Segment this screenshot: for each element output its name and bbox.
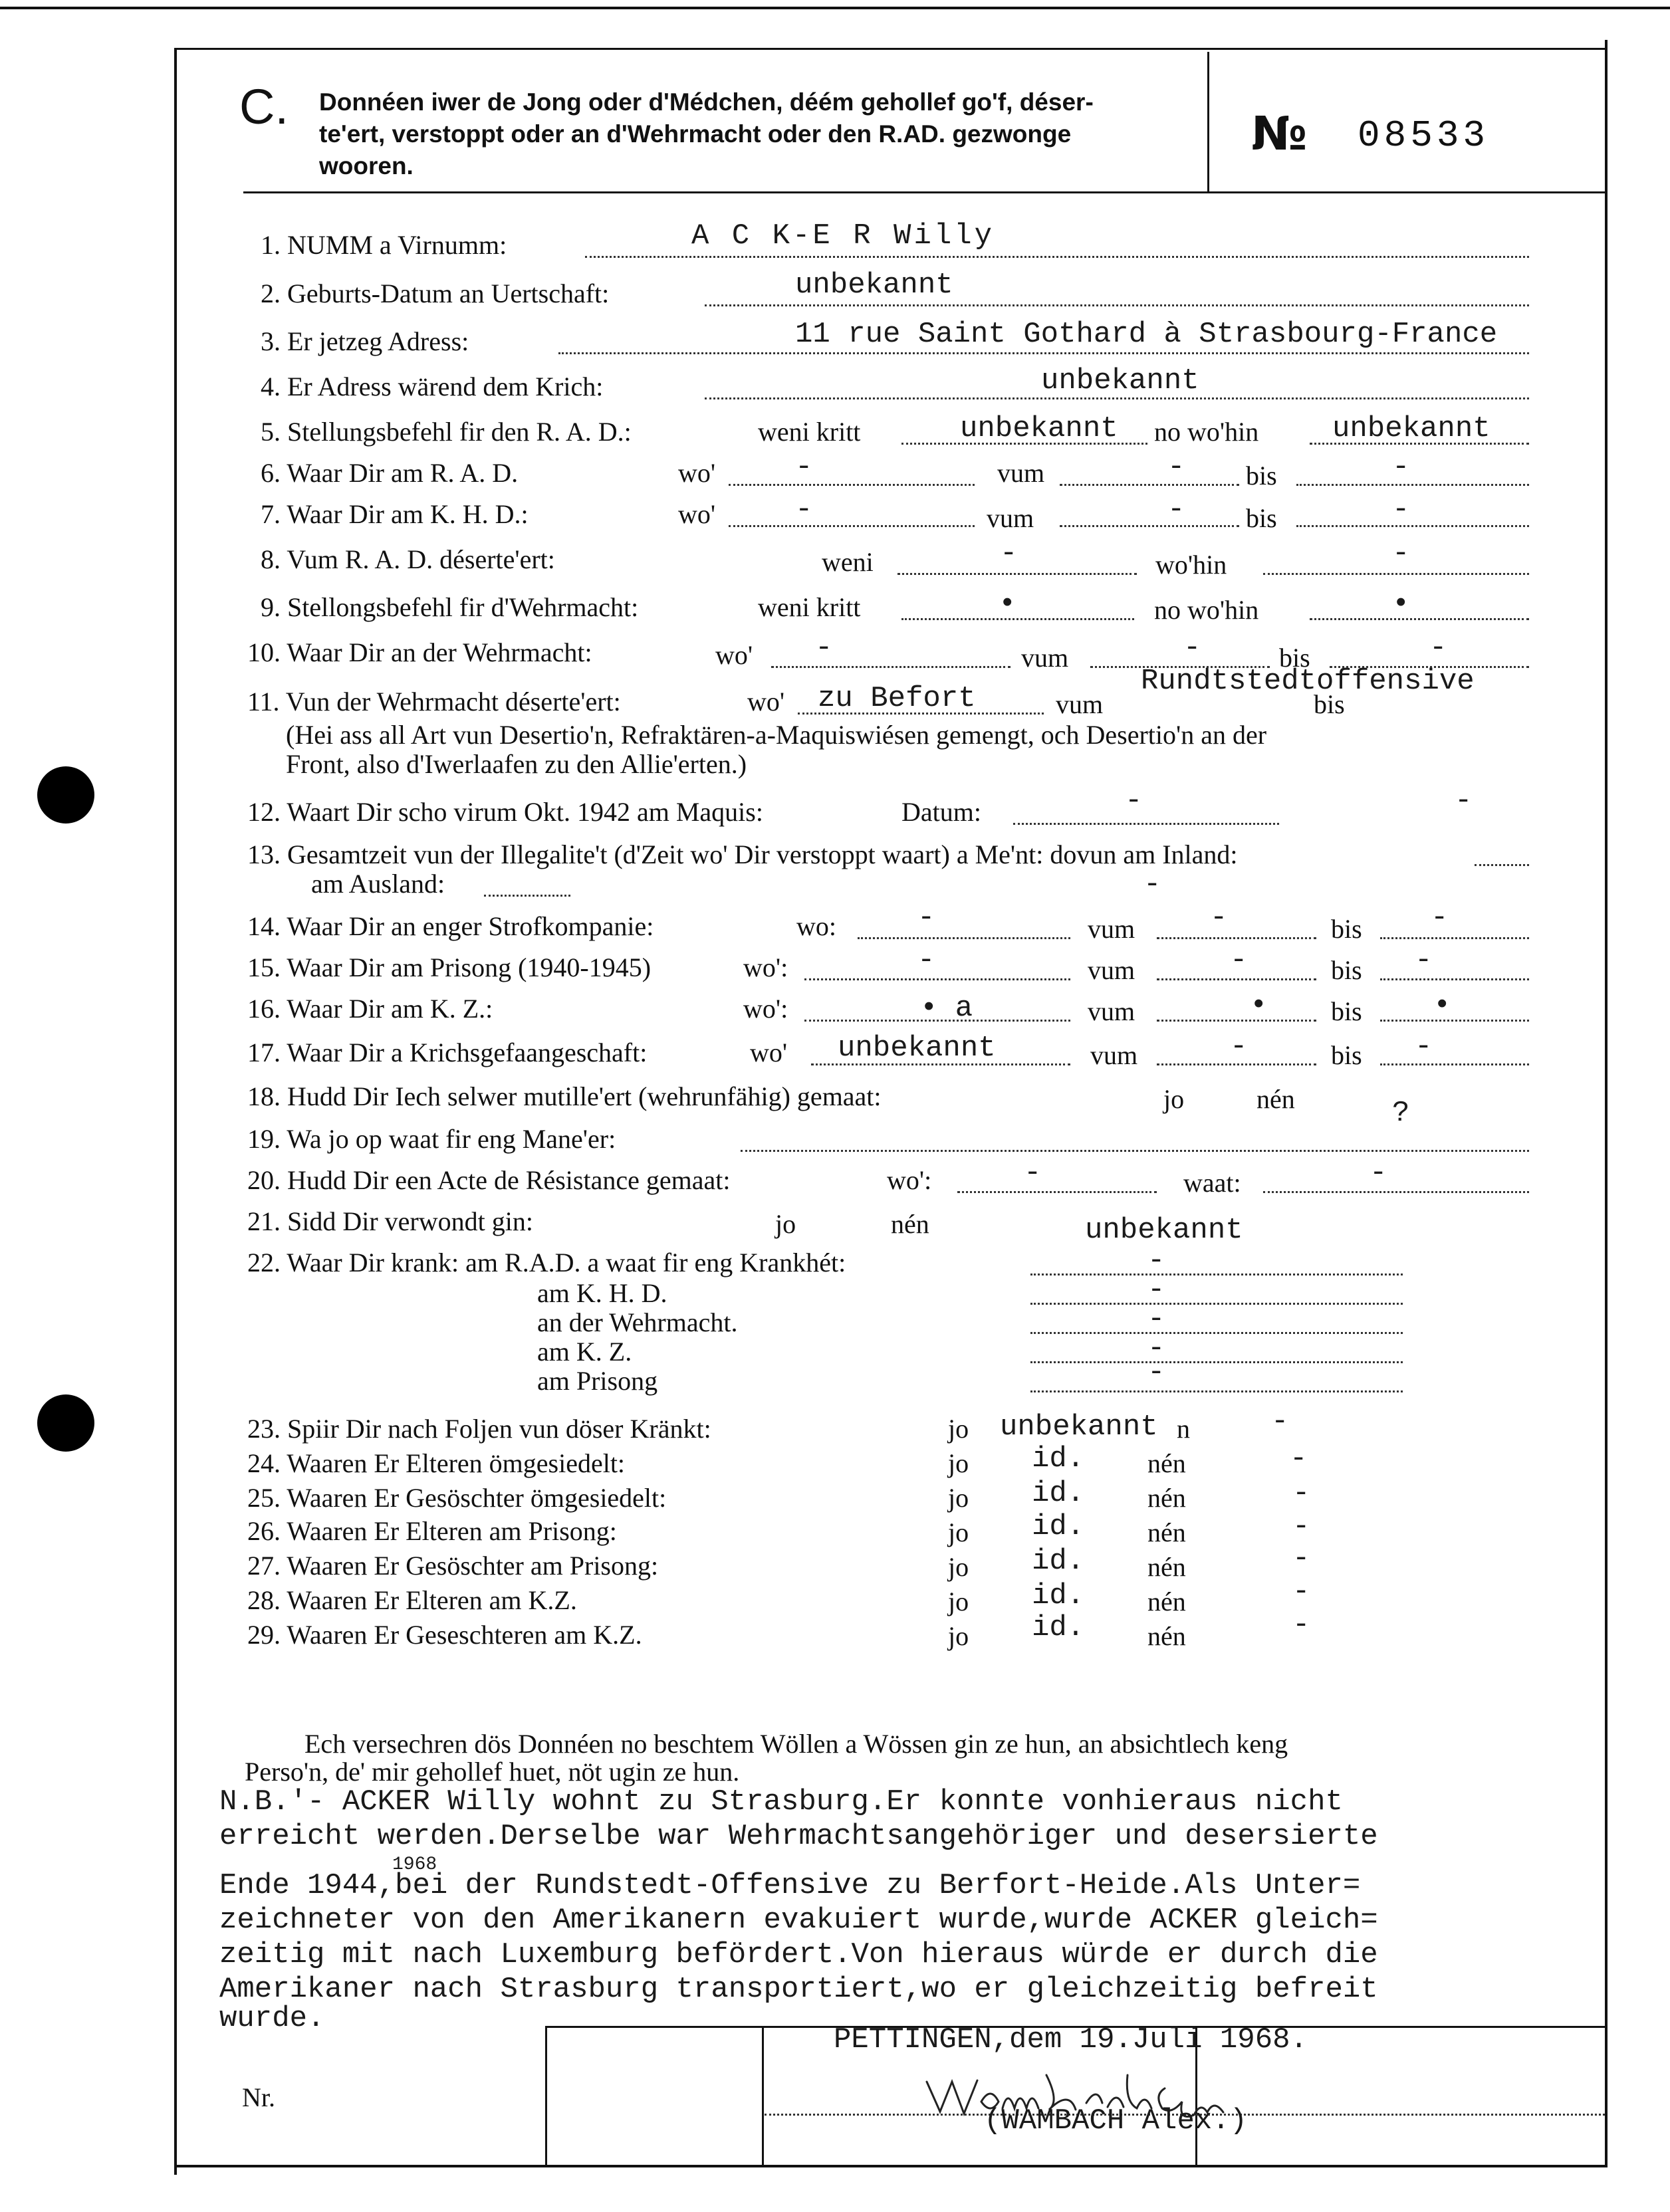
row-7-fill-1 xyxy=(729,525,975,527)
row-13-fill-ausland xyxy=(484,895,570,897)
row-5-label: 5. Stellungsbefehl fir den R. A. D.: xyxy=(261,417,632,447)
row-14-fill-2 xyxy=(1157,937,1316,939)
row-17-fill-3 xyxy=(1380,1063,1529,1065)
footer-divider-1 xyxy=(545,2026,547,2165)
row-11-q2: vum xyxy=(1056,689,1104,719)
row-10-v3: - xyxy=(1429,631,1447,665)
row-16-fill-3 xyxy=(1380,1020,1529,1022)
row-22-sub-4: am Prisong xyxy=(537,1366,658,1396)
row-2-value: unbekannt xyxy=(795,269,953,302)
row-16-v3: • xyxy=(1433,989,1451,1022)
row-27-q1: jo xyxy=(948,1552,969,1582)
row-18-q1: jo xyxy=(1163,1084,1185,1114)
row-3-label: 3. Er jetzeg Adress: xyxy=(261,326,469,356)
row-17-label: 17. Waar Dir a Krichsgefaangeschaft: xyxy=(247,1038,648,1067)
row-11-v1: zu Befort xyxy=(818,682,976,715)
row-19-label: 19. Wa jo op waat fir eng Mane'er: xyxy=(247,1124,616,1154)
header-number-divider xyxy=(1207,52,1209,191)
row-10-fill-1 xyxy=(771,666,1011,668)
row-18-v1: ? xyxy=(1392,1097,1410,1130)
row-26-q2: nén xyxy=(1147,1517,1186,1547)
row-13-v1: - xyxy=(1143,868,1161,901)
row-23-v1: unbekannt xyxy=(1000,1410,1158,1444)
row-17-fill-2 xyxy=(1157,1063,1316,1065)
row-16-label: 16. Waar Dir am K. Z.: xyxy=(247,994,493,1024)
row-9-q1: weni kritt xyxy=(758,592,861,622)
row-29-q2: nén xyxy=(1147,1621,1186,1651)
row-21-q1: jo xyxy=(775,1209,796,1239)
row-11-q1: wo' xyxy=(747,687,785,717)
row-4-value: unbekannt xyxy=(1041,364,1199,397)
row-25-q2: nén xyxy=(1147,1483,1186,1513)
row-29-label: 29. Waaren Er Geseschteren am K.Z. xyxy=(247,1620,642,1650)
row-21-v1: unbekannt xyxy=(1085,1214,1243,1247)
row-25-label: 25. Waaren Er Gesöschter ömgesiedelt: xyxy=(247,1483,667,1513)
row-23-label: 23. Spiir Dir nach Foljen vun döser Kränkt: xyxy=(247,1414,711,1444)
row-7-q3: bis xyxy=(1246,503,1277,533)
row-10-label: 10. Waar Dir an der Wehrmacht: xyxy=(247,637,592,667)
note-line-6: Amerikaner nach Strasburg transportiert,wo er gleichzeitig befreit xyxy=(219,1973,1378,2006)
note-line-1: N.B.'- ACKER Willy wohnt zu Strasburg.Er konnte vonhieraus nicht xyxy=(219,1785,1343,1819)
row-12-label: 12. Waart Dir scho virum Okt. 1942 am Maquis: xyxy=(247,797,763,827)
section-letter: C. xyxy=(239,79,289,134)
row-17-q3: bis xyxy=(1331,1040,1362,1070)
row-7-label: 7. Waar Dir am K. H. D.: xyxy=(261,499,529,529)
row-6-q2: vum xyxy=(997,458,1045,488)
row-24-q1: jo xyxy=(948,1448,969,1478)
form-border-right xyxy=(1605,40,1608,2167)
row-7-q2: vum xyxy=(987,503,1034,533)
row-16-q2: vum xyxy=(1088,996,1135,1026)
row-17-q1: wo' xyxy=(750,1038,788,1067)
row-16-q3: bis xyxy=(1331,996,1362,1026)
row-1-label: 1. NUMM a Virnumm: xyxy=(261,230,507,260)
row-26-v2: - xyxy=(1292,1510,1310,1543)
row-8-v1: - xyxy=(1000,537,1018,570)
declaration-line-1: Ech versechren dös Donnéen no beschtem Wöllen a Wössen gin ze hun, an absichtlech keng xyxy=(304,1729,1288,1759)
row-17-v1: unbekannt xyxy=(838,1032,996,1065)
row-15-fill-3 xyxy=(1380,978,1529,980)
row-29-v1: id. xyxy=(1032,1611,1085,1644)
row-28-label: 28. Waaren Er Elteren am K.Z. xyxy=(247,1585,577,1615)
row-15-fill-1 xyxy=(804,978,1070,980)
row-15-q3: bis xyxy=(1331,955,1362,985)
row-15-q1: wo': xyxy=(743,952,788,982)
note-line-5: zeitig mit nach Luxemburg befördert.Von hieraus würde er durch die xyxy=(219,1938,1378,1971)
row-10-q3: bis xyxy=(1279,643,1310,673)
row-14-fill-3 xyxy=(1380,937,1529,939)
form-title xyxy=(319,86,1094,182)
row-22-v2: - xyxy=(1147,1273,1165,1307)
row-21-label: 21. Sidd Dir verwondt gin: xyxy=(247,1206,533,1236)
row-20-fill-2 xyxy=(1263,1191,1529,1193)
row-10-q1: wo' xyxy=(715,640,753,670)
row-21-q2: nén xyxy=(891,1209,929,1239)
row-20-v2: - xyxy=(1370,1157,1387,1190)
row-12-v2: - xyxy=(1455,784,1473,818)
form-border-top xyxy=(0,7,1670,9)
row-14-q2: vum xyxy=(1088,914,1135,944)
form-title-line-2: te'ert, verstoppt oder an d'Wehrmacht oder den R.AD. gezwonge xyxy=(319,120,1072,148)
row-6-q1: wo' xyxy=(678,458,716,488)
row-7-v1: - xyxy=(795,493,813,526)
row-9-v1: • xyxy=(999,588,1016,621)
row-23-q2: n xyxy=(1177,1414,1190,1444)
row-15-label: 15. Waar Dir am Prisong (1940-1945) xyxy=(247,952,652,982)
row-14-v3: - xyxy=(1431,901,1449,935)
row-14-fill-1 xyxy=(858,937,1070,939)
note-line-7: wurde. xyxy=(219,2002,325,2035)
row-20-v1: - xyxy=(1024,1157,1042,1190)
row-7-v2: - xyxy=(1167,493,1185,526)
punch-hole-top xyxy=(37,766,94,824)
row-25-v1: id. xyxy=(1032,1477,1085,1510)
row-4-label: 4. Er Adress wärend dem Krich: xyxy=(261,372,604,401)
row-27-v2: - xyxy=(1292,1542,1310,1575)
row-6-fill-1 xyxy=(729,484,975,486)
row-24-v2: - xyxy=(1290,1442,1308,1476)
row-8-q1: weni xyxy=(822,547,874,577)
form-number: 08533 xyxy=(1358,114,1490,157)
row-9-q2: no wo'hin xyxy=(1154,595,1259,625)
row-22-sub-3: am K. Z. xyxy=(537,1337,632,1367)
row-22-fill-3 xyxy=(1030,1332,1403,1334)
row-14-q3: bis xyxy=(1331,914,1362,944)
punch-hole-bottom xyxy=(37,1394,94,1452)
row-17-v3: - xyxy=(1415,1030,1433,1063)
row-5-q2: no wo'hin xyxy=(1154,417,1259,447)
row-2-fill-line xyxy=(705,304,1529,306)
row-9-label: 9. Stellongsbefehl fir d'Wehrmacht: xyxy=(261,592,639,622)
row-22-v1: - xyxy=(1147,1244,1165,1277)
form-border-header xyxy=(174,48,1608,50)
row-11-q3: bis xyxy=(1314,689,1345,719)
row-28-v2: - xyxy=(1292,1575,1310,1608)
row-7-fill-2 xyxy=(1060,525,1239,527)
number-sign: № xyxy=(1251,106,1308,161)
row-11-note-1: (Hei ass all Art vun Desertio'n, Refraktären-a-Maquiswiésen gemengt, och Desertio'n an der xyxy=(286,720,1267,750)
row-4-fill-line xyxy=(705,397,1529,399)
row-22-fill-2 xyxy=(1030,1303,1403,1305)
row-22-fill-4 xyxy=(1030,1361,1403,1363)
row-6-fill-2 xyxy=(1060,484,1239,486)
row-26-label: 26. Waaren Er Elteren am Prisong: xyxy=(247,1516,617,1546)
row-9-v2: • xyxy=(1392,588,1410,621)
row-28-q1: jo xyxy=(948,1587,969,1616)
row-6-fill-3 xyxy=(1296,484,1529,486)
row-22-v4: - xyxy=(1147,1332,1165,1365)
row-13-fill-inland xyxy=(1475,864,1529,866)
row-12-fill-1 xyxy=(1013,823,1279,825)
row-15-q2: vum xyxy=(1088,955,1135,985)
row-27-q2: nén xyxy=(1147,1552,1186,1582)
row-14-label: 14. Waar Dir an enger Strofkompanie: xyxy=(247,911,654,941)
form-border-left xyxy=(174,48,177,2175)
row-29-v2: - xyxy=(1292,1608,1310,1642)
row-15-v2: - xyxy=(1230,944,1248,977)
form-title-line-3: wooren. xyxy=(319,152,414,179)
row-24-label: 24. Waaren Er Elteren ömgesiedelt: xyxy=(247,1448,626,1478)
row-10-q2: vum xyxy=(1021,643,1069,673)
row-24-v1: id. xyxy=(1032,1442,1085,1476)
form-title-line-1: Donnéen iwer de Jong oder d'Médchen, déém gehollef go'f, déser- xyxy=(319,88,1094,116)
row-5-v2: unbekannt xyxy=(1332,412,1491,445)
footer-divider-2 xyxy=(762,2026,764,2165)
row-20-fill-1 xyxy=(957,1191,1157,1193)
row-25-q1: jo xyxy=(948,1483,969,1513)
row-5-v1: unbekannt xyxy=(960,412,1118,445)
row-17-v2: - xyxy=(1230,1030,1248,1063)
row-20-q1: wo': xyxy=(887,1165,932,1195)
footer-place-date: PETTINGEN,dem 19.Juli 1968. xyxy=(834,2023,1308,2056)
row-19-fill-line xyxy=(741,1150,1529,1152)
row-11-v2: Rundtstedtoffensive xyxy=(1141,665,1475,698)
row-23-v2: - xyxy=(1271,1405,1289,1438)
row-23-q1: jo xyxy=(948,1414,969,1444)
row-26-q1: jo xyxy=(948,1517,969,1547)
row-8-fill-2 xyxy=(1263,573,1529,575)
note-line-4: zeichneter von den Amerikanern evakuiert wurde,wurde ACKER gleich= xyxy=(219,1904,1378,1937)
row-1-fill-line xyxy=(585,256,1529,258)
row-6-v3: - xyxy=(1392,451,1410,484)
row-12-v1: - xyxy=(1125,784,1143,818)
row-6-q3: bis xyxy=(1246,461,1277,491)
row-13-label-2: am Ausland: xyxy=(311,869,445,899)
note-year-insert: 1968 xyxy=(392,1854,437,1875)
header-divider xyxy=(243,191,1605,193)
row-28-q2: nén xyxy=(1147,1587,1186,1616)
row-29-q1: jo xyxy=(948,1621,969,1651)
row-22-fill-5 xyxy=(1030,1390,1403,1392)
row-15-v1: - xyxy=(917,944,935,977)
declaration-line-2: Perso'n, de' mir gehollef huet, nöt ugin ze hun. xyxy=(245,1757,740,1787)
row-11-label: 11. Vun der Wehrmacht déserte'ert: xyxy=(247,687,621,717)
row-22-v3: - xyxy=(1147,1303,1165,1336)
row-13-label: 13. Gesamtzeit vun der Illegalite't (d'Zeit wo' Dir verstoppt waart) a Me'nt: dovun am Inland: xyxy=(247,839,1238,869)
row-22-label: 22. Waar Dir krank: am R.A.D. a waat fir eng Krankhét: xyxy=(247,1248,846,1277)
row-3-fill-line xyxy=(558,352,1529,354)
footer-name: (WAMBACH Alex.) xyxy=(984,2104,1248,2138)
row-27-v1: id. xyxy=(1032,1545,1085,1578)
row-12-q1: Datum: xyxy=(901,797,981,827)
row-9-fill-1 xyxy=(901,618,1134,620)
row-20-q2: waat: xyxy=(1183,1168,1241,1198)
form-border-bottom xyxy=(174,2165,1608,2167)
row-14-q1: wo: xyxy=(796,911,836,941)
row-8-q2: wo'hin xyxy=(1155,550,1227,580)
row-8-label: 8. Vum R. A. D. déserte'ert: xyxy=(261,544,555,574)
row-8-fill-1 xyxy=(897,573,1137,575)
row-2-label: 2. Geburts-Datum an Uertschaft: xyxy=(261,278,610,308)
row-14-v1: - xyxy=(917,901,935,935)
row-3-value: 11 rue Saint Gothard à Strasbourg-France xyxy=(795,318,1498,351)
row-16-fill-2 xyxy=(1157,1020,1316,1022)
row-1-value: A C K-E R Willy xyxy=(691,219,995,253)
row-9-fill-2 xyxy=(1310,618,1529,620)
row-14-v2: - xyxy=(1210,901,1228,935)
row-27-label: 27. Waaren Er Gesöschter am Prisong: xyxy=(247,1551,659,1581)
row-28-v1: id. xyxy=(1032,1579,1085,1612)
row-26-v1: id. xyxy=(1032,1510,1085,1543)
row-10-v1: - xyxy=(815,631,833,665)
row-22-sub-2: an der Wehrmacht. xyxy=(537,1307,738,1337)
row-22-fill-1 xyxy=(1030,1273,1403,1275)
row-7-q1: wo' xyxy=(678,499,716,529)
row-20-label: 20. Hudd Dir een Acte de Résistance gemaat: xyxy=(247,1165,731,1195)
row-7-v3: - xyxy=(1392,493,1410,526)
row-16-q1: wo': xyxy=(743,994,788,1024)
row-15-v3: - xyxy=(1415,944,1433,977)
row-6-v2: - xyxy=(1167,451,1185,484)
row-7-fill-3 xyxy=(1296,525,1529,527)
row-25-v2: - xyxy=(1292,1477,1310,1510)
row-6-v1: - xyxy=(795,451,813,484)
row-8-v2: - xyxy=(1392,537,1410,570)
row-16-v2: • xyxy=(1250,989,1268,1022)
row-11-note-2: Front, also d'Iwerlaafen zu den Allie'erten.) xyxy=(286,749,747,779)
row-22-sub-1: am K. H. D. xyxy=(537,1278,667,1308)
note-line-2: erreicht werden.Derselbe war Wehrmachtsangehöriger und desersierte xyxy=(219,1820,1378,1853)
row-6-label: 6. Waar Dir am R. A. D. xyxy=(261,458,519,488)
row-18-label: 18. Hudd Dir Iech selwer mutille'ert (wehrunfähig) gemaat: xyxy=(247,1081,882,1111)
row-15-fill-2 xyxy=(1157,978,1316,980)
row-18-q2: nén xyxy=(1256,1084,1295,1114)
row-24-q2: nén xyxy=(1147,1448,1186,1478)
row-5-q1: weni kritt xyxy=(758,417,861,447)
footer-nr-label: Nr. xyxy=(242,2082,275,2112)
row-10-v2: - xyxy=(1183,631,1201,665)
row-17-q2: vum xyxy=(1090,1040,1138,1070)
row-16-v1: • a xyxy=(920,992,973,1025)
note-line-3: Ende 1944,bei der Rundstedt-Offensive zu Berfort-Heide.Als Unter= xyxy=(219,1869,1361,1902)
row-22-v5: - xyxy=(1147,1356,1165,1389)
